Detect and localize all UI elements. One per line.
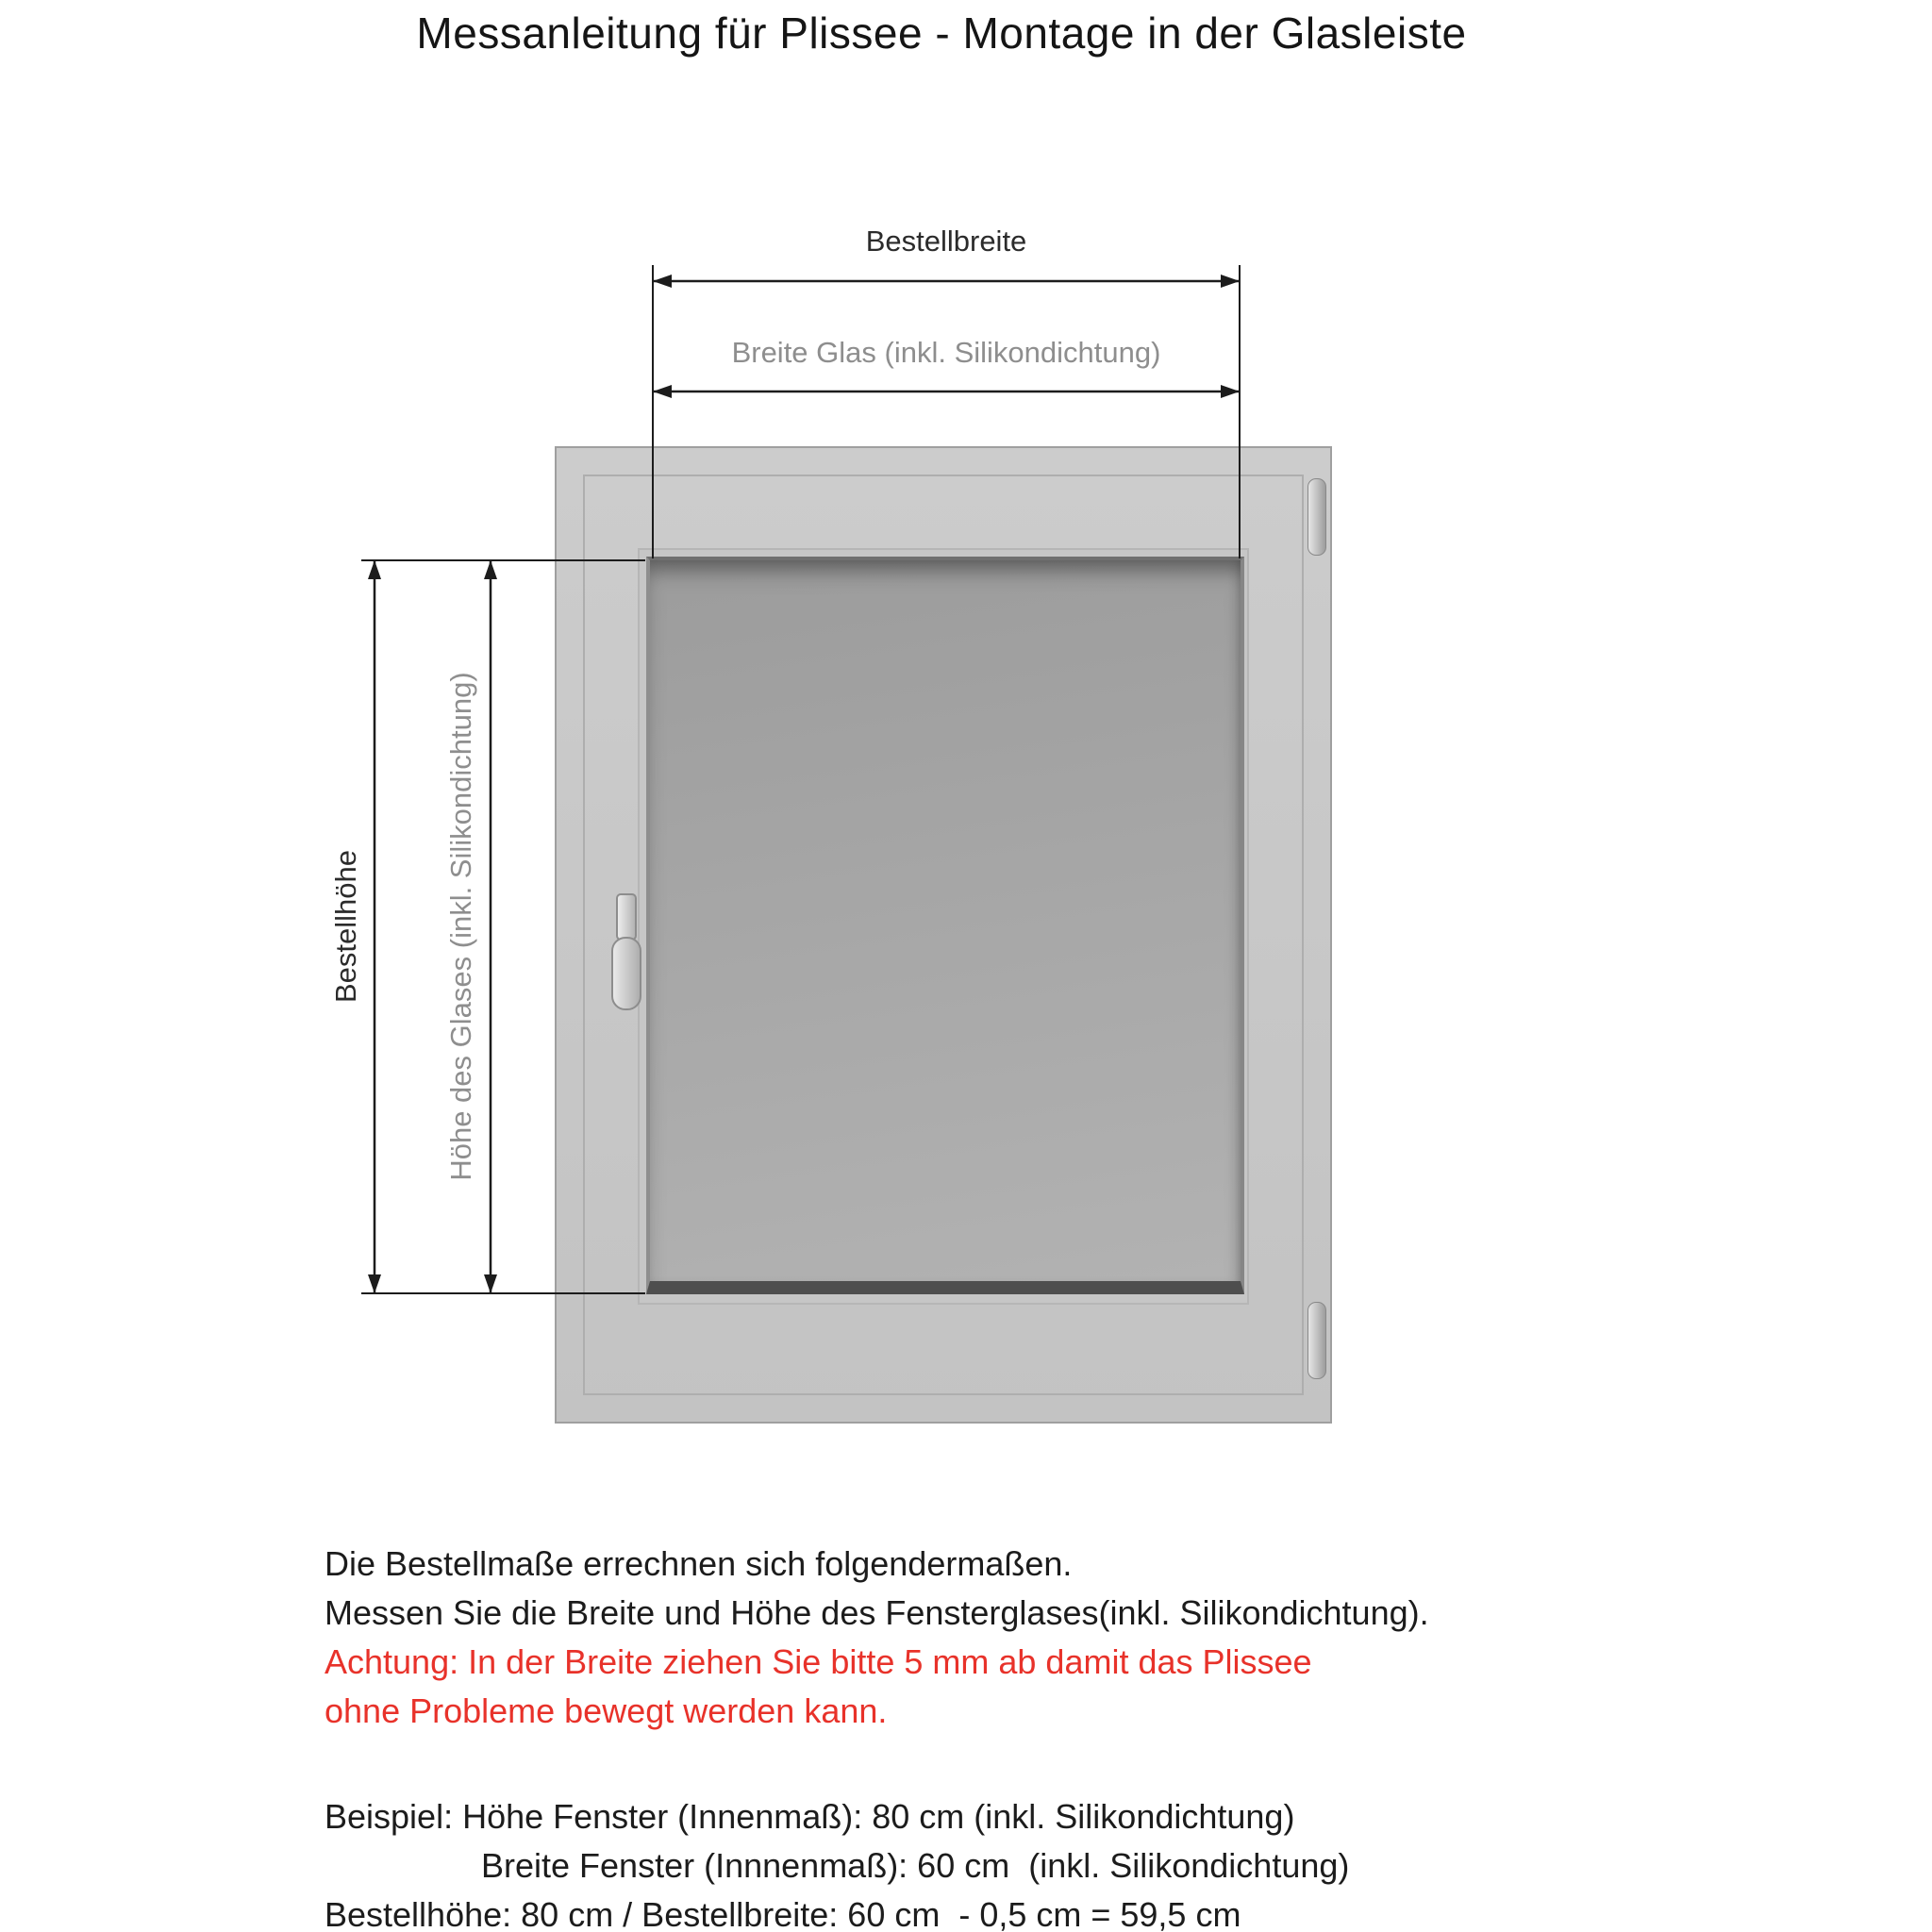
example-line-3: Bestellhöhe: 80 cm / Bestellbreite: 60 cm - 0,5 cm = 59,5 cm: [325, 1895, 1241, 1932]
instruction-intro-line-1: Die Bestellmaße errechnen sich folgendermaßen.: [325, 1544, 1073, 1583]
warning-line-2: ohne Probleme bewegt werden kann.: [325, 1691, 888, 1730]
window-frame: [555, 446, 1332, 1424]
warning-line-1: Achtung: In der Breite ziehen Sie bitte 5 mm ab damit das Plissee: [325, 1642, 1312, 1681]
example-line-2: Breite Fenster (Innnenmaß): 60 cm (inkl. Silikondichtung): [481, 1846, 1350, 1885]
hinge-top-icon: [1307, 478, 1326, 556]
instruction-text-block: [325, 1540, 1429, 1932]
glass-height-label: Höhe des Glases (inkl. Silikondichtung): [444, 672, 477, 1181]
window-handle-icon: [609, 893, 643, 1012]
instruction-intro-line-2: Messen Sie die Breite und Höhe des Fensterglases(inkl. Silikondichtung).: [325, 1593, 1429, 1632]
window-handle-grip: [611, 937, 641, 1010]
example-line-1: Beispiel: Höhe Fenster (Innenmaß): 80 cm (inkl. Silikondichtung): [325, 1797, 1295, 1836]
order-height-label: Bestellhöhe: [329, 849, 362, 1004]
text-spacer: [325, 1736, 1429, 1792]
window-handle-neck: [616, 893, 637, 941]
glass-width-label: Breite Glas (inkl. Silikondichtung): [731, 336, 1161, 369]
order-width-label: Bestellbreite: [865, 225, 1027, 258]
page-title: Messanleitung für Plissee - Montage in der Glasleiste: [416, 8, 1467, 58]
window-glass: [646, 557, 1244, 1294]
hinge-bottom-icon: [1307, 1302, 1326, 1379]
